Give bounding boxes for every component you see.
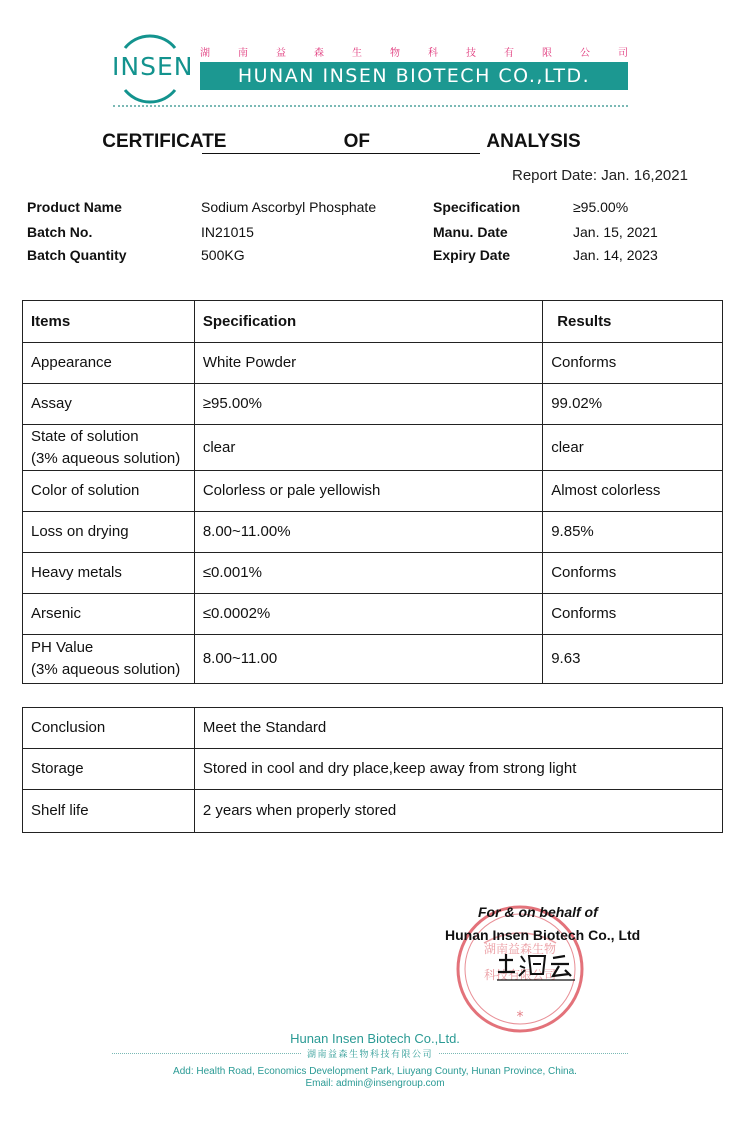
footer-address: Add: Health Road, Economics Development Park, Liuyang County, Hunan Province, China. <box>173 1066 577 1077</box>
table-row <box>23 553 723 594</box>
row-result: Conforms <box>543 343 723 384</box>
row-result: Conforms <box>543 594 723 635</box>
row-item: Appearance <box>23 343 195 384</box>
table-row <box>23 594 723 635</box>
row-item-main: State of solution <box>31 427 139 445</box>
row-result: 99.02% <box>543 384 723 425</box>
company-name-cn-char: 司 <box>618 48 628 59</box>
row-item-main: PH Value <box>31 639 94 656</box>
conclusion-value: Meet the Standard <box>194 708 722 749</box>
product-name-value: Sodium Ascorbyl Phosphate <box>201 199 377 215</box>
row-spec: Colorless or pale yellowish <box>194 471 542 512</box>
company-name-cn-char: 限 <box>542 48 552 59</box>
svg-text:科技有限公司: 科技有限公司 <box>483 968 557 982</box>
header-divider <box>113 105 628 107</box>
on-behalf-line: For & on behalf of <box>478 904 598 920</box>
row-spec: White Powder <box>194 343 542 384</box>
table-row <box>23 384 723 425</box>
expiry-date-label: Expiry Date <box>433 247 511 263</box>
header-results: Results <box>543 301 723 343</box>
header-items: Items <box>23 301 195 343</box>
footer-divider-right <box>439 1053 628 1054</box>
row-item: Arsenic <box>23 594 195 635</box>
document-title: CERTIFICATE OF ANALYSIS <box>102 131 581 152</box>
report-date: Report Date: Jan. 16,2021 <box>512 167 688 184</box>
row-item: Assay <box>23 384 195 425</box>
shelf-life-value: 2 years when properly stored <box>194 790 722 833</box>
svg-text:*: * <box>516 1009 524 1025</box>
specification-value: ≥95.00% <box>573 199 629 215</box>
expiry-date-value: Jan. 14, 2023 <box>573 247 658 263</box>
company-name-cn-char: 南 <box>238 48 248 59</box>
company-name-en-banner: HUNAN INSEN BIOTECH CO.,LTD. <box>200 62 628 90</box>
row-spec: 8.00~11.00 <box>194 635 542 684</box>
manu-date-value: Jan. 15, 2021 <box>573 224 658 240</box>
row-item-sub: (3% aqueous solution) <box>31 661 181 678</box>
header-specification: Specification <box>194 301 542 343</box>
title-underline <box>202 153 480 154</box>
row-result: Conforms <box>543 553 723 594</box>
row-item: Loss on drying <box>23 512 195 553</box>
footer-company-cn-line <box>112 1047 628 1060</box>
specification-label: Specification <box>433 199 521 215</box>
table-row <box>23 512 723 553</box>
manu-date-label: Manu. Date <box>433 224 508 240</box>
table-row <box>23 635 723 684</box>
batch-no-label: Batch No. <box>27 224 93 240</box>
row-spec: ≤0.0002% <box>194 594 542 635</box>
analysis-table <box>22 300 723 684</box>
table-row <box>23 471 723 512</box>
row-spec: ≤0.001% <box>194 553 542 594</box>
product-name-label: Product Name <box>27 199 122 215</box>
shelf-life-label: Shelf life <box>23 790 195 833</box>
company-name-cn-char: 湖 <box>200 48 210 59</box>
row-item: Color of solution <box>23 471 195 512</box>
company-name-cn-char: 有 <box>504 48 514 59</box>
company-name-cn-char: 公 <box>580 48 590 59</box>
row-result: 9.85% <box>543 512 723 553</box>
company-name-cn-char: 生 <box>352 48 362 59</box>
row-item-sub: (3% aqueous solution) <box>31 449 181 467</box>
table-header-row <box>23 301 723 343</box>
table-row <box>23 790 723 833</box>
company-name-cn-char: 科 <box>428 48 438 59</box>
storage-label: Storage <box>23 749 195 790</box>
row-item <box>23 425 195 471</box>
table-row <box>23 708 723 749</box>
footer-divider-left <box>112 1053 301 1054</box>
table-row <box>23 425 723 471</box>
row-spec: ≥95.00% <box>194 384 542 425</box>
footer-email: Email: admin@insengroup.com <box>305 1078 445 1089</box>
company-name-cn-char: 森 <box>314 48 324 59</box>
row-item <box>23 635 195 684</box>
batch-no-value: IN21015 <box>201 224 254 240</box>
footer-company-en: Hunan Insen Biotech Co.,Ltd. <box>290 1031 460 1046</box>
conclusion-label: Conclusion <box>23 708 195 749</box>
table-row <box>23 749 723 790</box>
row-result: Almost colorless <box>543 471 723 512</box>
footer-company-cn: 湖南益森生物科技有限公司 <box>307 1050 434 1060</box>
signing-company: Hunan Insen Biotech Co., Ltd <box>445 927 641 943</box>
row-spec: clear <box>194 425 542 471</box>
company-name-cn-char: 技 <box>466 48 476 59</box>
row-item: Heavy metals <box>23 553 195 594</box>
row-spec: 8.00~11.00% <box>194 512 542 553</box>
company-name-cn-char: 物 <box>390 48 400 59</box>
batch-quantity-label: Batch Quantity <box>27 247 127 263</box>
handwritten-signature <box>495 950 580 984</box>
company-name-cn-char: 益 <box>276 48 286 59</box>
row-result: clear <box>543 425 723 471</box>
batch-quantity-value: 500KG <box>201 247 245 263</box>
table-row <box>23 343 723 384</box>
row-result: 9.63 <box>543 635 723 684</box>
insen-logo-text: INSEN <box>112 52 194 81</box>
storage-value: Stored in cool and dry place,keep away from strong light <box>194 749 722 790</box>
summary-table <box>22 707 723 833</box>
svg-text:湖南益森生物: 湖南益森生物 <box>483 942 557 956</box>
company-name-cn <box>200 44 628 59</box>
